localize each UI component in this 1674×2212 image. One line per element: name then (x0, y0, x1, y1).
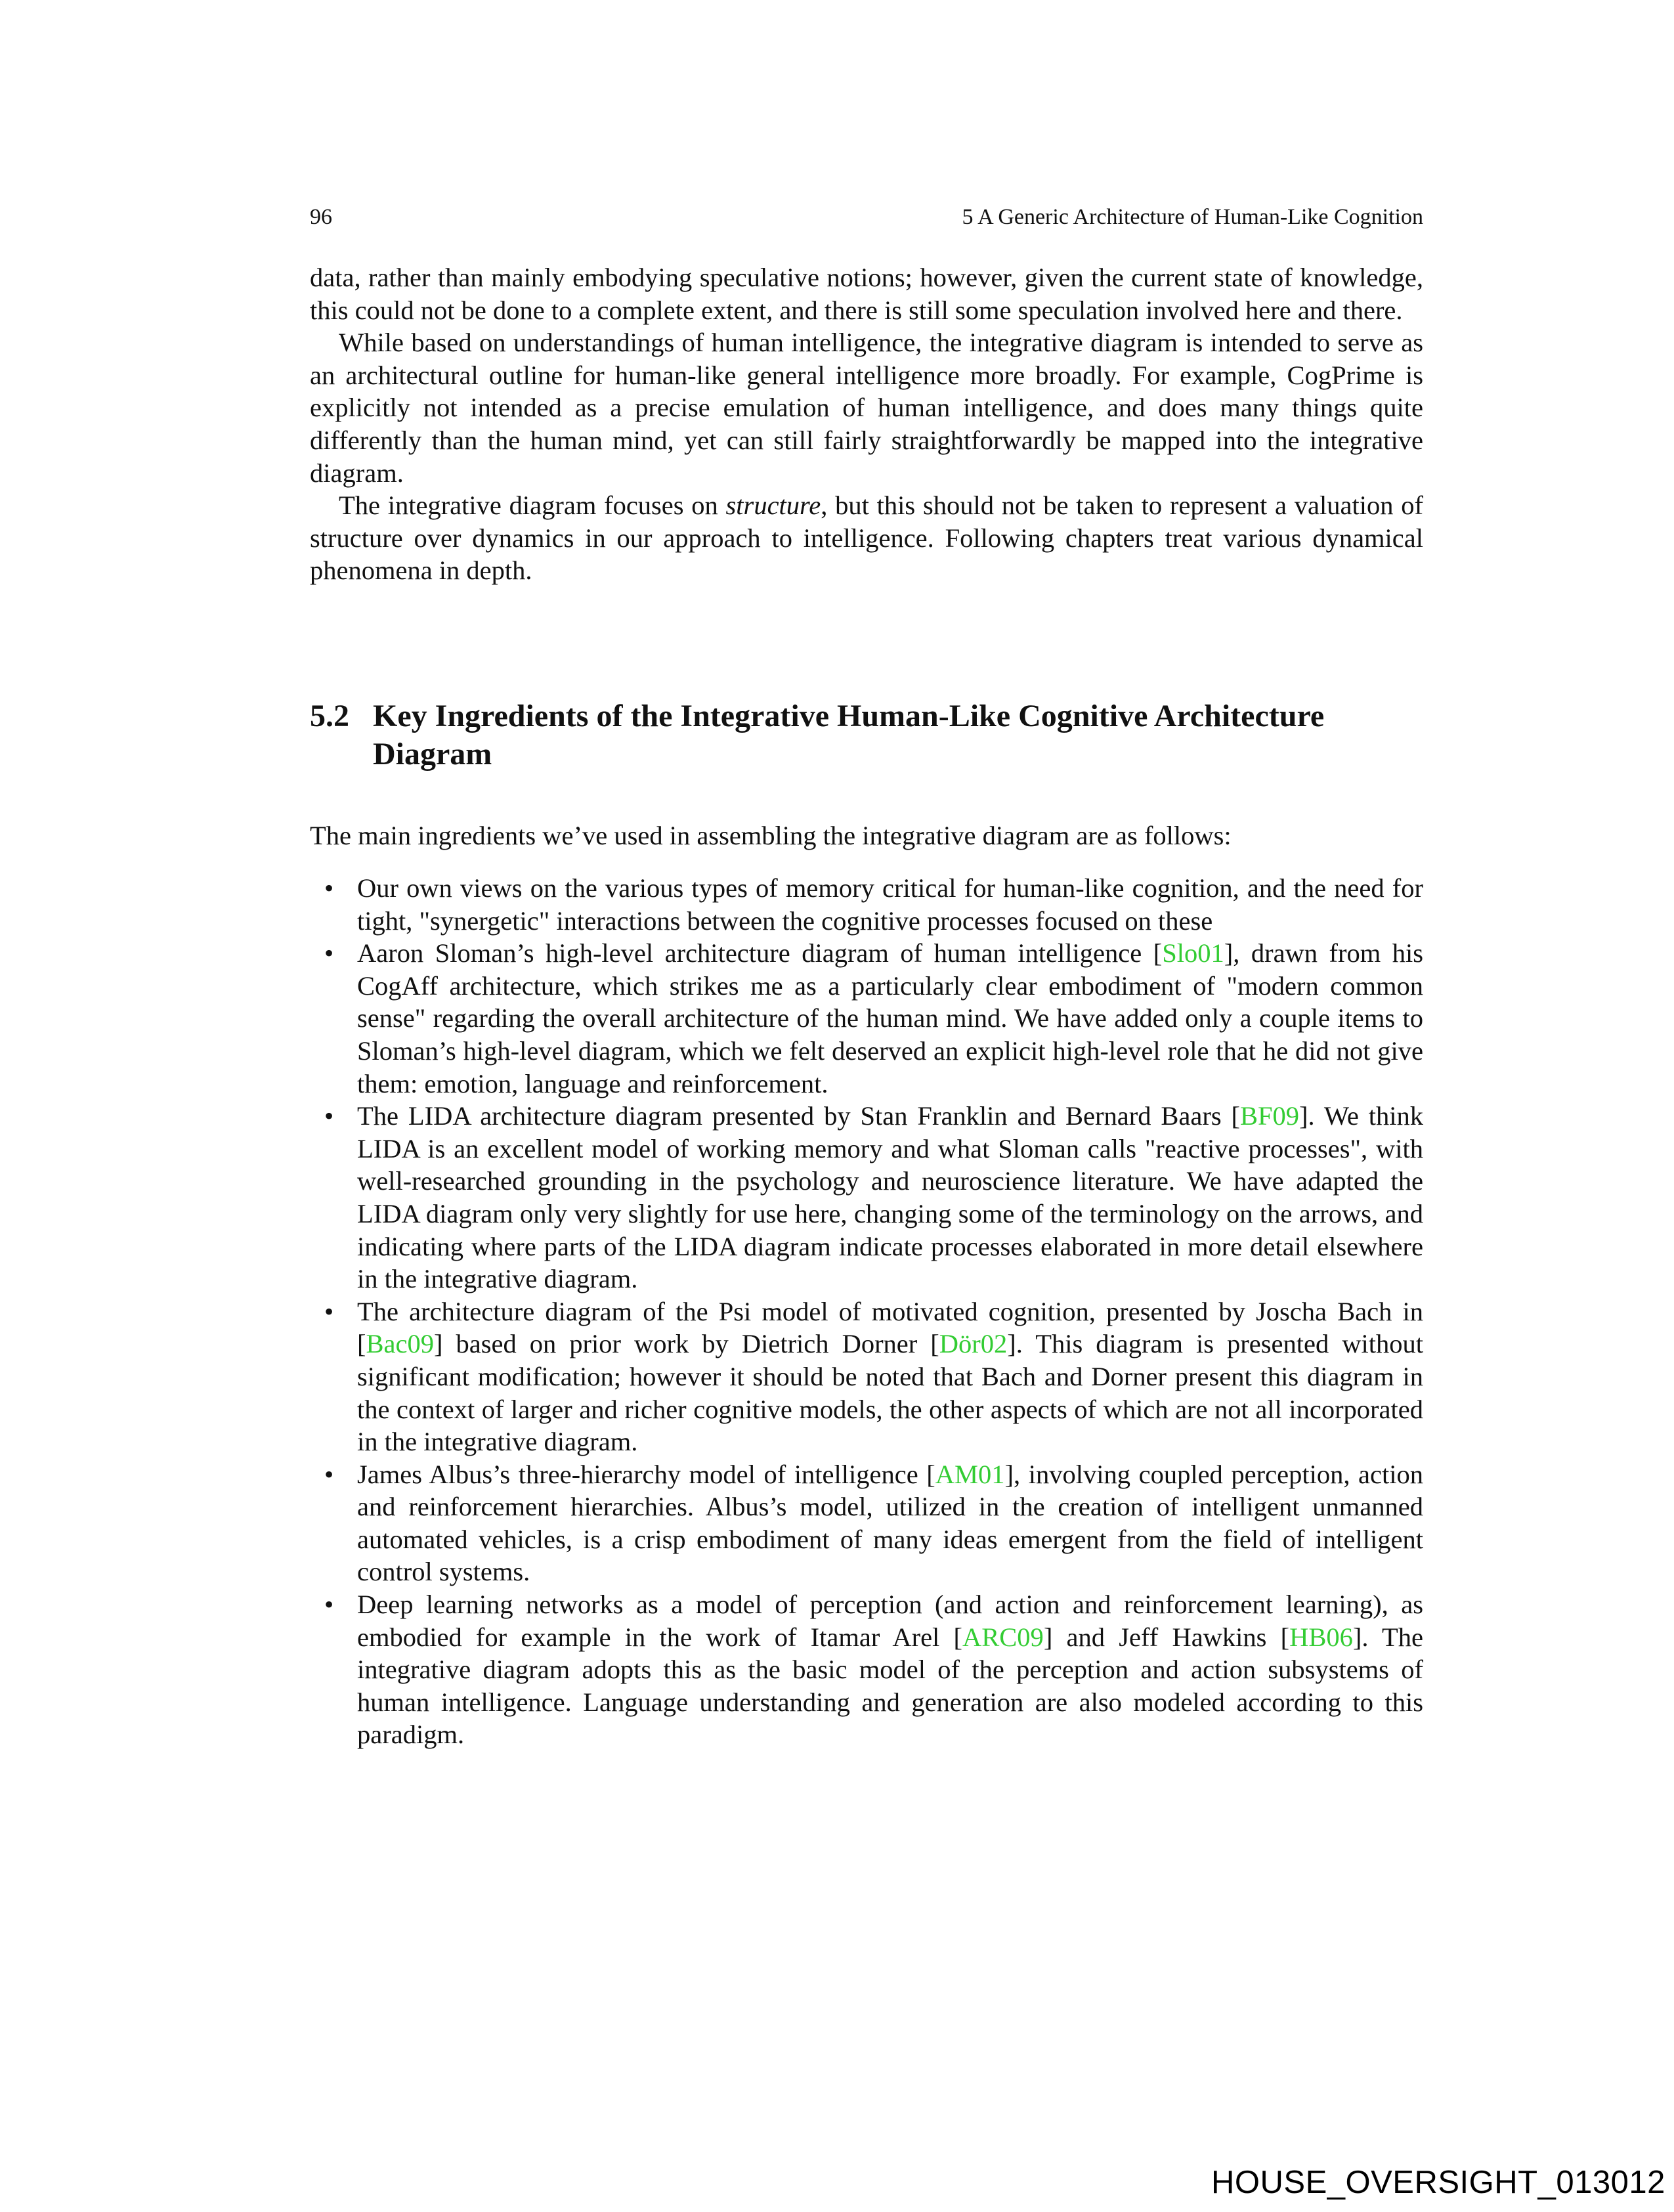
list-item-text: ], drawn from his CogAff architecture, which strikes me as a particularly clear embodiment of "modern common sense" regarding the overall architecture of the human mind. We have added only a couple items to Sloman’s high-level diagram, which we felt deserved an explicit high-level role that he did not give them: emotion, language and reinforcement. (357, 938, 1424, 1098)
citation-link[interactable]: HB06 (1289, 1622, 1353, 1652)
intro-sentence: The main ingredients we’ve used in assembling the integrative diagram are as follows: (310, 821, 1232, 850)
section-title: Key Ingredients of the Integrative Human-Like Cognitive Architecture Diagram (373, 699, 1325, 771)
list-item-text: Our own views on the various types of memory critical for human-like cognition, and the need for tight, "synergetic" interactions between the cognitive processes focused on these (357, 873, 1423, 936)
list-item-text: ]. This diagram is presented without significant modification; however it should be noted that Bach and Dorner present this diagram in the context of larger and richer cognitive models, the other aspects of which are not all incorporated in the integrative diagram. (357, 1329, 1423, 1457)
bullet-icon: • (324, 1590, 334, 1620)
ingredients-list (310, 872, 1423, 1751)
paragraph-3-text-end: , but this should not be taken to represent a valuation of structure over dynamics in our approach to intelligence. Following chapters treat various dynamical phenomena in depth. (310, 490, 1423, 586)
list-item (310, 1295, 1423, 1458)
list-item (310, 1588, 1423, 1751)
citation-link[interactable]: Bac09 (366, 1329, 434, 1359)
section-number: 5.2 (310, 699, 349, 733)
list-item-text: James Albus’s three-hierarchy model of intelligence [ (357, 1459, 935, 1489)
paragraph-3 (310, 489, 1423, 587)
page-number: 96 (310, 205, 332, 229)
emphasis-structure: structure (725, 490, 821, 521)
citation-link[interactable]: BF09 (1240, 1101, 1300, 1131)
running-header (310, 205, 1423, 230)
bullet-icon: • (324, 1296, 334, 1326)
list-item-text: ] and Jeff Hawkins [ (1043, 1622, 1290, 1652)
list-item (310, 1100, 1423, 1295)
list-item-text: ] based on prior work by Dietrich Dorner [ (433, 1329, 939, 1359)
list-item-text: ], involving coupled perception, action and reinforcement hierarchies. Albus’s model, utilized in the creation of intelligent unmanned automated vehicles, is a crisp embodiment of many ideas emergent from the field of intelligent control systems. (357, 1459, 1423, 1587)
list-item-text: ]. We think LIDA is an excellent model of working memory and what Sloman calls "reactive processes", with well-researched grounding in the psychology and neuroscience literature. We have adapted the LIDA diagram only very slightly for use here, changing some of the terminology on the arrows, and indicating where parts of the LIDA diagram indicate processes elaborated in more detail elsewhere in the integrative diagram. (357, 1101, 1423, 1294)
bullet-icon: • (324, 1101, 334, 1131)
list-item-text: The LIDA architecture diagram presented by Stan Franklin and Bernard Baars [ (357, 1101, 1240, 1131)
list-item-text: Deep learning networks as a model of perception (and action and reinforcement learning), as embodied for example in the work of Itamar Arel [ (357, 1590, 1423, 1652)
list-item (310, 937, 1423, 1100)
list-item (310, 1458, 1423, 1588)
bates-stamp: HOUSE_OVERSIGHT_013012 (1211, 2165, 1665, 2200)
citation-link[interactable]: Slo01 (1162, 938, 1224, 968)
list-item-text: Aaron Sloman’s high-level architecture diagram of human intelligence [ (357, 938, 1163, 968)
bullet-icon: • (324, 938, 334, 968)
list-item-text: ]. The integrative diagram adopts this as the basic model of the perception and action subsystems of human intelligence. Language understanding and generation are also modeled according to this paradigm. (357, 1622, 1423, 1750)
citation-link[interactable]: AM01 (935, 1459, 1005, 1489)
list-item-text: The architecture diagram of the Psi model of motivated cognition, presented by Joscha Bach in [ (357, 1296, 1423, 1359)
section-heading (310, 697, 1423, 773)
paragraph-3-text: The integrative diagram focuses on (339, 490, 726, 521)
bullet-icon: • (324, 873, 334, 903)
paragraph-2: While based on understandings of human intelligence, the integrative diagram is intended to serve as an architectural outline for human-like general intelligence more broadly. For example, CogPrime is explicitly not intended as a precise emulation of human intelligence, and does many things quite differently than the human mind, yet can still fairly straightforwardly be mapped into the integrative diagram. (310, 328, 1423, 488)
body-text (310, 261, 1423, 587)
citation-link[interactable]: Dör02 (939, 1329, 1008, 1359)
list-item (310, 872, 1423, 937)
chapter-title: 5 A Generic Architecture of Human-Like Cognition (962, 205, 1423, 229)
paragraph-1: data, rather than mainly embodying speculative notions; however, given the current state of knowledge, this could not be done to a complete extent, and there is still some speculation involved here and there. (310, 263, 1423, 325)
citation-link[interactable]: ARC09 (962, 1622, 1044, 1652)
bullet-icon: • (324, 1459, 334, 1489)
